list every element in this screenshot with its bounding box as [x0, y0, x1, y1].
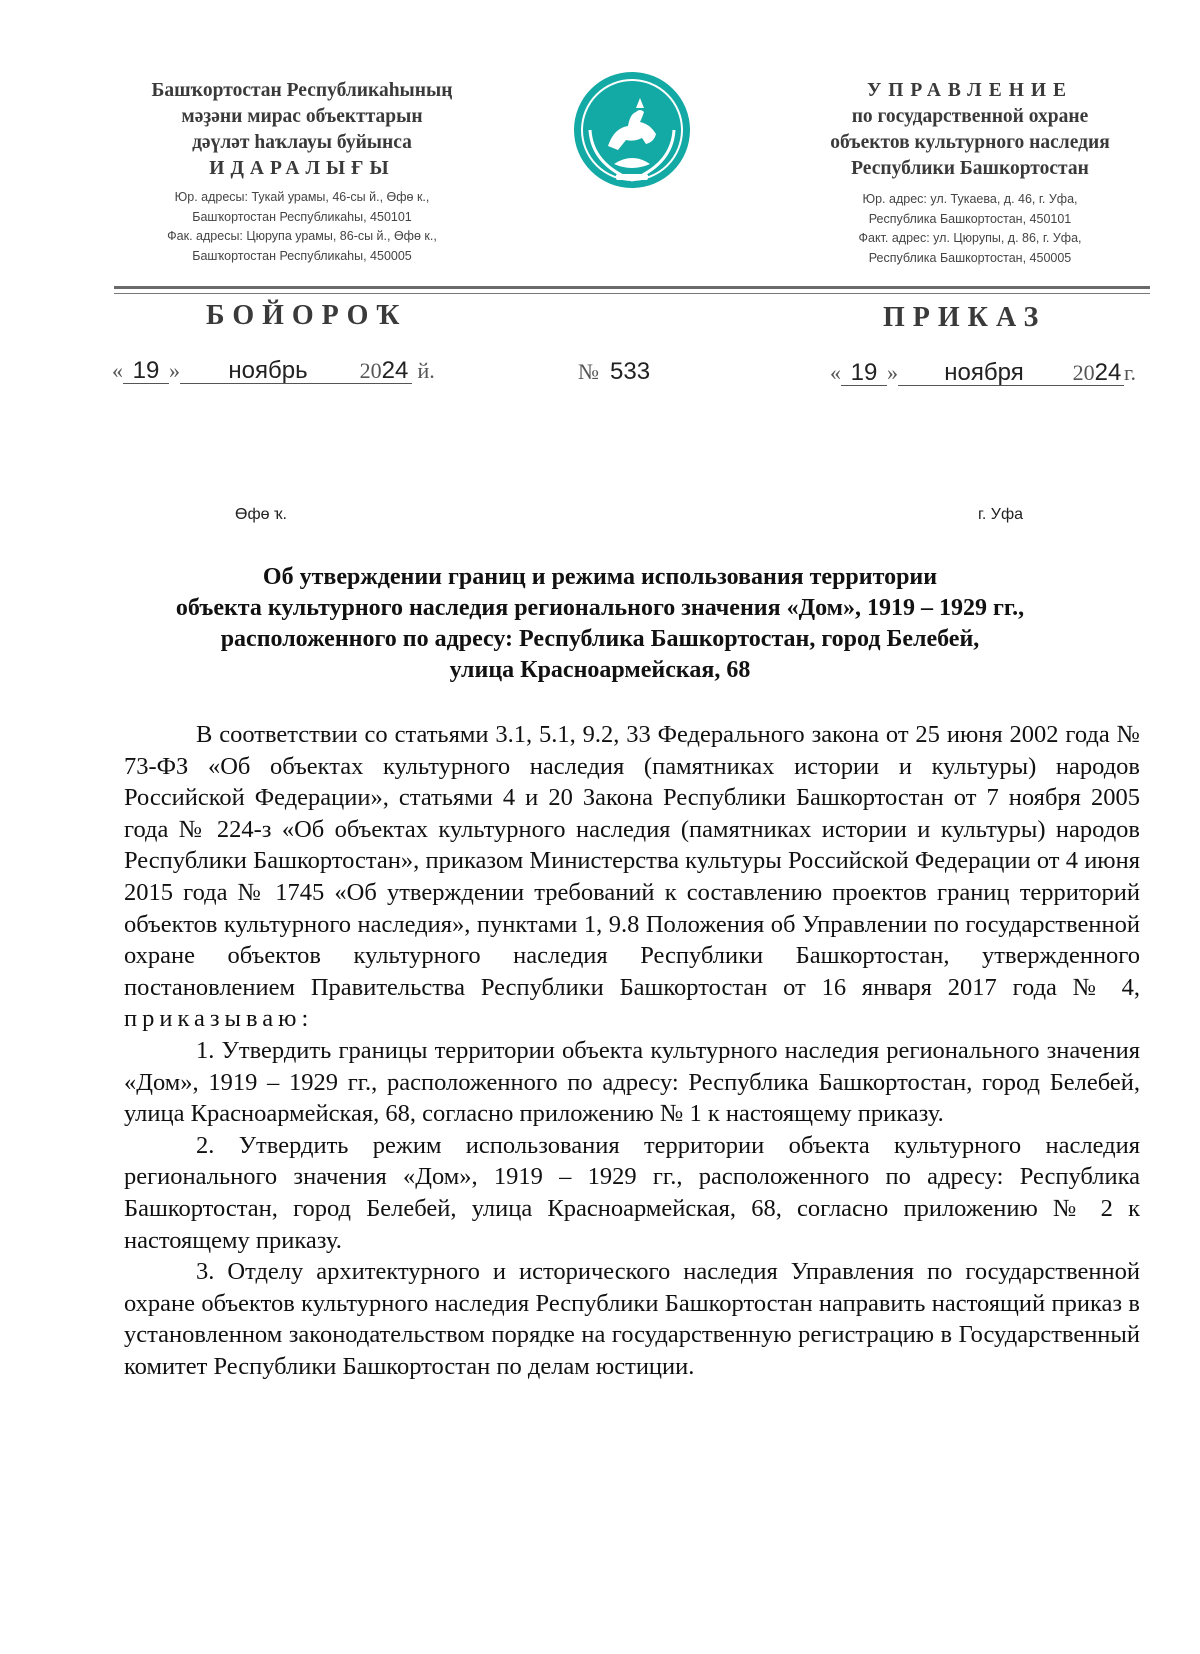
date-day: 19 — [123, 359, 169, 384]
order-word: приказываю: — [124, 1005, 314, 1033]
order-number — [578, 358, 650, 386]
address-bashkir — [112, 188, 492, 266]
address-russian — [780, 190, 1160, 268]
org-name-russian — [780, 78, 1160, 182]
emblem — [570, 68, 694, 194]
address-line: Фак. адресы: Цюрупа урамы, 86-сы й., Өфө к., — [167, 229, 437, 243]
address-line: Юр. адрес: ул. Тукаева, д. 46, г. Уфа, — [862, 192, 1078, 206]
org-line: дәүләт һаҡлауы буйынса — [192, 132, 412, 153]
date-month: ноябрь — [180, 359, 356, 384]
address-line: Башҡортостан Республикаһы, 450101 — [192, 209, 412, 224]
org-line: Башҡортостан Республикаһының — [151, 80, 453, 101]
city-bashkir: Өфө ҡ. — [235, 506, 287, 523]
title-line: объекта культурного наследия регионального значения «Дом», 1919 – 1929 гг., — [175, 595, 1025, 621]
preamble-text: В соответствии со статьями 3.1, 5.1, 9.2, 33 Федерального закона от 25 июня 2002 года № 73-ФЗ «Об объектах культурного наследия (памятниках истории и культуры) народов Российской Федерации», статьями 4 и 20 Закона Республики Башкортостан от 7 ноября 2005 года № 224-з «Об объектах культурного наследия (памятниках истории и культуры) народов Республики Башкортостан», приказом Министерства культуры Российской Федерации от 4 июня 2015 года № 1745 «Об утверждении требований к составлению проектов границ территорий объектов культурного наследия», пунктами 1, 9.8 Положения об Управлении по государственной охране объектов культурного наследия Республики Башкортостан, утвержденного постановлением Правительства Республики Башкортостан от 16 января 2017 года № 4, — [124, 721, 1140, 1001]
date-month: ноября — [898, 361, 1070, 386]
address-line: Республика Башкортостан, 450005 — [868, 250, 1072, 265]
year-prefix: 20 — [1072, 360, 1095, 385]
preamble-paragraph — [124, 719, 1140, 1035]
title-line: расположенного по адресу: Республика Башкортостан, город Белебей, — [220, 626, 980, 652]
title-line: улица Красноармейская, 68 — [449, 657, 751, 683]
date-bashkir — [112, 358, 435, 384]
year-word: г. — [1124, 360, 1137, 385]
address-line: Башҡортостан Республикаһы, 450005 — [192, 248, 412, 263]
quote-close: » — [887, 360, 898, 385]
quote-open: « — [830, 360, 841, 385]
doc-type-russian: ПРИКАЗ — [883, 302, 1047, 333]
org-line: мәҙәни мирас объекттарын — [181, 106, 423, 127]
quote-open: « — [112, 358, 123, 383]
org-line: ИДАРАЛЫҒЫ — [209, 158, 395, 179]
city-russian: г. Уфа — [978, 506, 1023, 523]
year-word: й. — [417, 358, 435, 383]
date-russian — [830, 360, 1136, 386]
order-item: 2. Утвердить режим использования территории объекта культурного наследия регионального значения «Дом», 1919 – 1929 гг., расположенного по адресу: Республика Башкортостан, город Белебей, улица Красноармейская, 68, согласно приложению № 2 к настоящему приказу. — [124, 1131, 1140, 1254]
date-year — [1070, 361, 1124, 386]
org-line: по государственной охране — [851, 106, 1089, 127]
header-divider-thin — [114, 293, 1150, 294]
number-value: 533 — [610, 358, 651, 385]
org-line: Республики Башкортостан — [851, 158, 1089, 179]
org-line: УПРАВЛЕНИЕ — [866, 80, 1074, 101]
address-line: Республика Башкортостан, 450101 — [868, 211, 1072, 226]
org-name-bashkir — [112, 78, 492, 182]
order-item: 3. Отделу архитектурного и исторического наследия Управления по государственной охране объектов культурного наследия Республики Башкортостан направить настоящий приказ в установленном законодательством порядке на государственную регистрацию в Государственный комитет Республики Башкортостан по делам юстиции. — [124, 1258, 1140, 1380]
date-year — [356, 359, 412, 384]
year-prefix: 20 — [359, 358, 382, 383]
quote-close: » — [169, 358, 180, 383]
address-line: Юр. адресы: Тукай урамы, 46-сы й., Өфө к., — [174, 190, 430, 204]
year-suffix: 24 — [381, 357, 409, 384]
header-divider — [114, 286, 1150, 289]
document-body — [124, 719, 1140, 1382]
date-day: 19 — [841, 361, 887, 386]
number-label: № — [578, 359, 599, 384]
year-suffix: 24 — [1094, 359, 1122, 386]
org-line: объектов культурного наследия — [830, 132, 1110, 153]
doc-type-bashkir: БОЙОРОҠ — [206, 300, 408, 331]
document-title — [100, 562, 1100, 686]
address-line: Факт. адрес: ул. Цюрупы, д. 86, г. Уфа, — [858, 231, 1082, 245]
order-item: 1. Утвердить границы территории объекта культурного наследия регионального значения «Дом», 1919 – 1929 гг., расположенного по адресу: Республика Башкортостан, город Белебей, улица Красноармейская, 68, согласно приложению № 1 к настоящему приказу. — [124, 1036, 1140, 1128]
coat-of-arms-icon — [570, 68, 694, 194]
title-line: Об утверждении границ и режима использования территории — [262, 564, 938, 590]
